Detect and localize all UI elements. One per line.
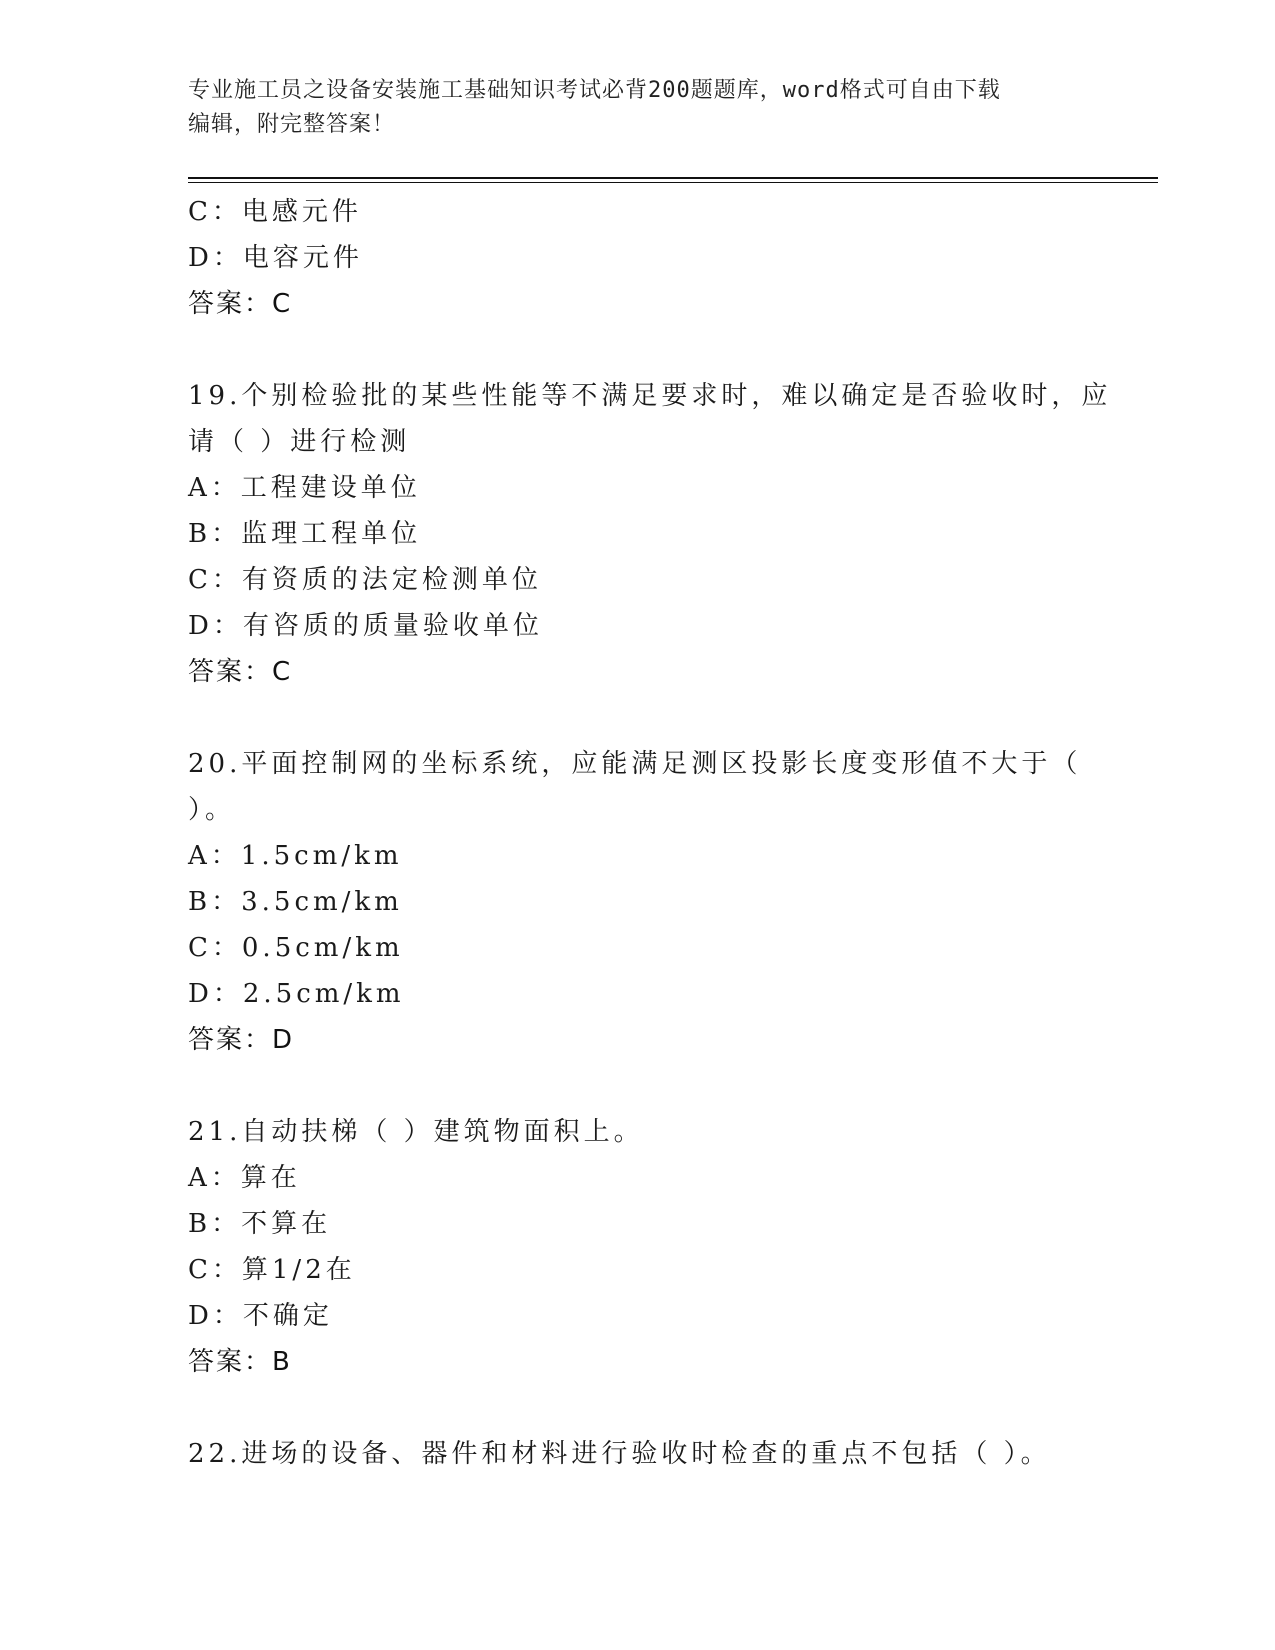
question-stem-line: 21.自动扶梯（ ）建筑物面积上。: [188, 1117, 644, 1147]
document-body: [188, 189, 1112, 1477]
answer-line: 答案：C: [188, 657, 293, 687]
option-d: D：电容元件: [188, 243, 363, 273]
option-b: B：3.5cm/km: [188, 887, 403, 917]
question-20: [188, 741, 1088, 1063]
document-header: [188, 74, 1088, 142]
question-18-tail: [188, 189, 1088, 327]
question-stem-line: ）。: [188, 795, 236, 825]
answer-line: 答案：D: [188, 1025, 295, 1055]
option-c: C：有资质的法定检测单位: [188, 565, 542, 595]
option-a: A：工程建设单位: [188, 473, 421, 503]
spacer: [188, 1063, 1088, 1109]
option-c: C：电感元件: [188, 197, 362, 227]
option-b: B：不算在: [188, 1209, 332, 1239]
option-d: D：不确定: [188, 1301, 333, 1331]
header-divider-thick: [188, 177, 1158, 179]
option-d: D：2.5cm/km: [188, 979, 405, 1009]
option-a: A：算在: [188, 1163, 301, 1193]
answer-line: 答案：C: [188, 289, 293, 319]
question-21: [188, 1109, 1088, 1385]
option-c: C：算1/2在: [188, 1255, 356, 1285]
question-stem-line: 19.个别检验批的某些性能等不满足要求时，难以确定是否验收时，应: [188, 381, 1112, 411]
question-22: [188, 1431, 1088, 1477]
spacer: [188, 695, 1088, 741]
option-b: B：监理工程单位: [188, 519, 422, 549]
spacer: [188, 327, 1088, 373]
question-stem-line: 22.进场的设备、器件和材料进行验收时检查的重点不包括（ ）。: [188, 1439, 1051, 1469]
header-title-line-2: 编辑，附完整答案！: [188, 112, 396, 137]
question-stem-line: 20.平面控制网的坐标系统，应能满足测区投影长度变形值不大于（: [188, 749, 1082, 779]
answer-line: 答案：B: [188, 1347, 292, 1377]
option-c: C：0.5cm/km: [188, 933, 404, 963]
header-divider-thin: [188, 182, 1158, 183]
question-19: [188, 373, 1112, 695]
option-a: A：1.5cm/km: [188, 841, 403, 871]
spacer: [188, 1385, 1088, 1431]
header-title-line-1: 专业施工员之设备安装施工基础知识考试必背200题题库，word格式可自由下载: [188, 78, 1001, 103]
option-d: D：有咨质的质量验收单位: [188, 611, 543, 641]
question-stem-line: 请（ ）进行检测: [188, 427, 411, 457]
